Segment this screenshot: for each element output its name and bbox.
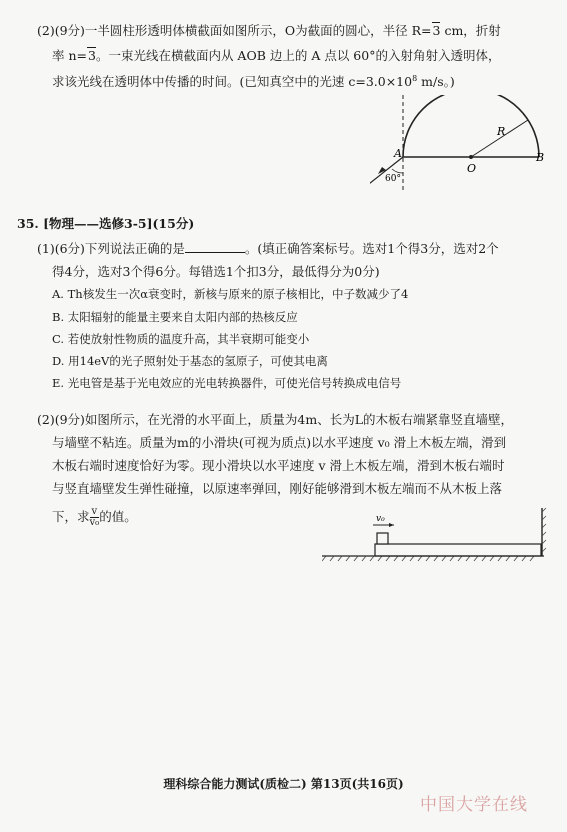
page-footer: 理科综合能力测试(质检二) 第13页(共16页) [163, 777, 404, 791]
board [375, 544, 541, 556]
q34-part2-line3 [52, 70, 455, 91]
q35-part2-line2: 与墙壁不粘连。质量为m的小滑块(可视为质点)以水平速度 v₀ 滑上木板左端，滑到 [52, 435, 507, 450]
fraction-numerator: v [90, 507, 100, 518]
q35-text-1a: (1)(6分)下列说法正确的是 [37, 241, 185, 256]
semicircle-figure [370, 95, 550, 205]
velocity-arrowhead [389, 523, 394, 527]
sqrt-value: 3 [432, 23, 441, 38]
sqrt-value: 3 [88, 48, 96, 63]
center-point [469, 155, 473, 159]
q35-part2-line4: 与竖直墙壁发生弹性碰撞，以原速率弹回，刚好能够滑到木板左端而不从木板上落 [52, 481, 503, 496]
q35-text-5b: 的值。 [99, 509, 137, 524]
q35-header: 35. [物理——选修3-5](15分) [17, 216, 195, 231]
q34-text-1a: (2)(9分)一半圆柱形透明体横截面如图所示，O为截面的圆心，半径 R= [37, 23, 432, 38]
q35-part2-line1: (2)(9分)如图所示，在光滑的水平面上，质量为4m、长为L的木板右端紧靠竖直墙壁， [37, 412, 514, 427]
watermark-text: 中国大学在线 [420, 795, 528, 815]
q34-text-2b: 。一束光线在横截面内从 AOB 边上的 A 点以 60°的入射角射入透明体， [95, 48, 501, 63]
q35-text-1b: 。(填正确答案标号。选对1个得3分，选对2个 [244, 241, 499, 256]
label-a: A [394, 147, 402, 160]
label-b: B [536, 151, 545, 164]
q34-text-1b: cm，折射 [440, 23, 501, 38]
q34-text-3b: m/s。) [417, 74, 455, 90]
q35-part2-line5 [52, 507, 137, 528]
angle-label: 60° [385, 174, 401, 184]
option-a: A. Th核发生一次α衰变时，新核与原来的原子核相比，中子数减少了4 [52, 287, 409, 301]
label-v0: v₀ [376, 514, 385, 524]
fraction-denominator: v₀ [89, 517, 100, 528]
option-b: B. 太阳辐射的能量主要来自太阳内部的热核反应 [52, 310, 298, 324]
q34-text-2a: 率 n= [52, 48, 87, 63]
ground-hatching [322, 556, 534, 561]
exponent: 8 [412, 74, 418, 83]
slider-block [377, 533, 388, 544]
q34-part2-line2 [52, 47, 500, 65]
angle-arc [392, 169, 403, 173]
q35-part2-line3: 木板右端时速度恰好为零。现小滑块以水平速度 v 滑上木板左端，滑到木板右端时 [52, 458, 505, 473]
q35-text-5a: 下，求 [52, 509, 90, 524]
fraction-v-over-v0 [90, 507, 100, 528]
q34-part2-line1 [37, 22, 501, 40]
answer-blank[interactable] [185, 240, 245, 253]
option-e: E. 光电管是基于光电效应的光电转换器件，可使光信号转换成电信号 [52, 376, 402, 390]
label-r: R [497, 125, 506, 138]
q35-part1-line2: 得4分，选对3个得6分。每错选1个扣3分，最低得分为0分) [52, 264, 380, 279]
q34-text-3a: 求该光线在透明体中传播的时间。(已知真空中的光速 c=3.0×10 [52, 74, 413, 90]
board-wall-figure [322, 508, 547, 563]
label-o: O [467, 162, 477, 175]
q35-part1-line1 [37, 240, 499, 258]
option-c: C. 若使放射性物质的温度升高，其半衰期可能变小 [52, 332, 310, 346]
option-d: D. 用14eV的光子照射处于基态的氢原子，可使其电离 [52, 354, 328, 368]
